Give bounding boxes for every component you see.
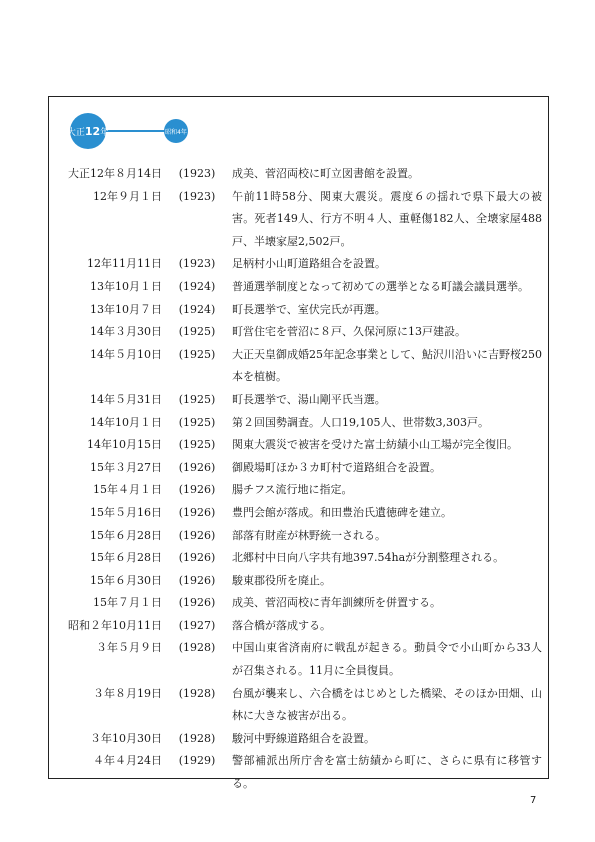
entry-text: 御殿場町ほか３カ町村で道路組合を設置。	[232, 460, 441, 474]
timeline-entry	[48, 434, 549, 457]
entry-date: 14年３月30日	[90, 325, 162, 339]
entry-year: (1926)	[178, 483, 216, 497]
entry-date: 14年５月31日	[90, 392, 162, 406]
entry-year: (1926)	[178, 528, 216, 542]
timeline-entry	[48, 637, 549, 682]
timeline-entry	[48, 683, 549, 728]
era-start-badge	[66, 113, 110, 149]
entry-date: ３年10月30日	[90, 731, 162, 745]
era-start-suffix: 年	[100, 127, 110, 138]
entry-date: 12年９月１日	[93, 189, 162, 203]
entry-year: (1928)	[178, 641, 216, 655]
entry-date: 14年５月10日	[90, 347, 162, 361]
entry-text: 関東大震災で被害を受けた富士紡績小山工場が完全復旧。	[232, 438, 518, 452]
entry-text: 成美、菅沼両校に町立図書館を設置。	[232, 167, 419, 180]
entry-text: 足柄村小山町道路組合を設置。	[232, 257, 386, 271]
entry-date: ３年８月19日	[93, 686, 162, 700]
timeline-entry	[48, 457, 549, 480]
entry-text: 駿東郡役所を廃止。	[232, 573, 331, 587]
era-start-prefix: 大正	[66, 127, 85, 138]
entry-year: (1926)	[178, 596, 216, 610]
entry-text: 落合橋が落成する。	[232, 618, 331, 632]
entry-date: 13年10月１日	[90, 279, 162, 293]
timeline-entry	[48, 547, 549, 570]
entry-year: (1923)	[178, 167, 216, 180]
entry-text: 部落有財産が林野統一される。	[232, 528, 386, 542]
era-connector-line	[100, 130, 172, 132]
entry-date: 13年10月７日	[90, 302, 162, 316]
timeline-entry	[48, 525, 549, 548]
entry-year: (1923)	[178, 189, 216, 203]
entry-text: 町長選挙で、湯山剛平氏当選。	[232, 392, 386, 406]
entry-text: 北郷村中日向八字共有地397.54haが分割整理される。	[232, 551, 505, 565]
entry-date: 15年６月30日	[90, 573, 162, 587]
entry-year: (1927)	[178, 618, 216, 632]
entry-text: 町長選挙で、室伏完氏が再選。	[232, 302, 386, 316]
entry-year: (1926)	[178, 460, 216, 474]
timeline-entry	[48, 615, 549, 638]
entry-year: (1925)	[178, 415, 216, 429]
entry-date: 大正12年８月14日	[68, 167, 162, 180]
timeline-entry	[48, 321, 549, 344]
entry-text: 台風が襲来し、六合橋をはじめとした橋梁、そのほか田畑、山林に大きな被害が出る。	[232, 686, 542, 723]
entry-date: 15年３月27日	[90, 460, 162, 474]
entry-year: (1924)	[178, 302, 216, 316]
entry-text: 町営住宅を菅沼に８戸、久保河原に13戸建設。	[232, 325, 466, 339]
entry-text: 腸チフス流行地に指定。	[232, 483, 353, 497]
entry-year: (1926)	[178, 573, 216, 587]
timeline-entry	[48, 253, 549, 276]
entry-text: 第２回国勢調査。人口19,105人、世帯数3,303戸。	[232, 415, 489, 429]
entry-year: (1925)	[178, 438, 216, 452]
entry-date: ３年５月９日	[96, 641, 162, 655]
entry-text: 中国山東省済南府に戦乱が起きる。動員令で小山町から33人が召集される。11月に全員復員。	[232, 641, 542, 678]
timeline-entry	[48, 276, 549, 299]
timeline-entry	[48, 186, 549, 254]
timeline-entry	[48, 344, 549, 389]
timeline-entry	[48, 750, 549, 795]
timeline-entry	[48, 479, 549, 502]
timeline-entry	[48, 728, 549, 751]
timeline	[48, 163, 549, 796]
timeline-entry	[48, 299, 549, 322]
entry-date: 14年10月15日	[87, 438, 162, 452]
entry-year: (1924)	[178, 279, 216, 293]
entry-text: 大正天皇御成婚25年記念事業として、鮎沢川沿いに吉野桜250本を植樹。	[232, 347, 542, 384]
timeline-entry	[48, 389, 549, 412]
entry-year: (1926)	[178, 551, 216, 565]
entry-year: (1925)	[178, 392, 216, 406]
era-start-number: 12	[84, 124, 101, 138]
entry-text: 成美、菅沼両校に青年訓練所を併置する。	[232, 596, 441, 610]
entry-text: 駿河中野線道路組合を設置。	[232, 731, 375, 745]
entry-text: 豊門会館が落成。和田豊治氏遺徳碑を建立。	[232, 505, 452, 519]
entry-date: 15年４月１日	[93, 483, 162, 497]
timeline-entry	[48, 163, 549, 186]
entry-date: 14年10月１日	[90, 415, 162, 429]
timeline-entry	[48, 592, 549, 615]
page-number: 7	[530, 795, 537, 806]
entry-year: (1925)	[178, 347, 216, 361]
era-header	[66, 113, 200, 149]
timeline-entry	[48, 502, 549, 525]
entry-year: (1928)	[178, 731, 216, 745]
entry-date: 15年６月28日	[90, 528, 162, 542]
era-end-badge	[164, 119, 188, 143]
entry-date: 15年７月１日	[93, 596, 162, 610]
entry-year: (1925)	[178, 325, 216, 339]
entry-year: (1928)	[178, 686, 216, 700]
era-end-label: 昭和4年	[165, 128, 187, 136]
entry-date: 昭和２年10月11日	[68, 618, 162, 632]
entry-text: 午前11時58分、関東大震災。震度６の揺れで県下最大の被害。死者149人、行方不明４人、重軽傷182人、全壊家屋488戸、半壊家屋2,502戸。	[232, 189, 542, 248]
entry-text: 警部補派出所庁舎を富士紡績から町に、さらに県有に移管する。	[232, 754, 542, 791]
entry-year: (1926)	[178, 505, 216, 519]
entry-date: 12年11月11日	[87, 257, 162, 271]
entry-year: (1929)	[178, 754, 216, 768]
entry-text: 普通選挙制度となって初めての選挙となる町議会議員選挙。	[232, 279, 529, 293]
entry-year: (1923)	[178, 257, 216, 271]
timeline-entry	[48, 412, 549, 435]
entry-date: 15年６月28日	[90, 551, 162, 565]
timeline-entry	[48, 570, 549, 593]
entry-date: 15年５月16日	[90, 505, 162, 519]
entry-date: ４年４月24日	[93, 754, 162, 768]
